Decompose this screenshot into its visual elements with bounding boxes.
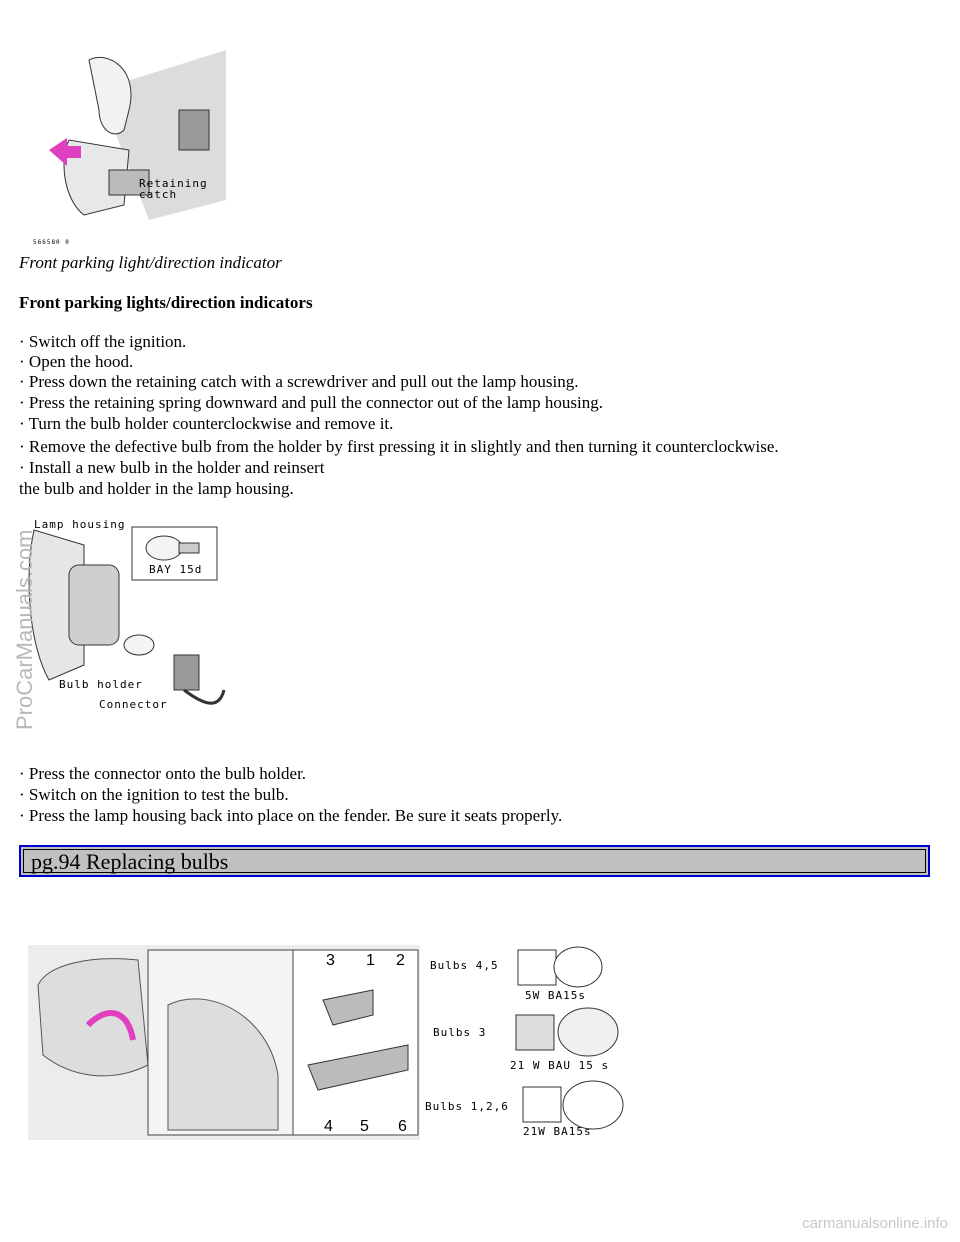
lamp-housing-label: Lamp housing <box>34 518 126 531</box>
step: · Remove the defective bulb from the holder by first pressing it in slightly and then turning it counterclockwise. <box>19 437 779 456</box>
bulb-number: 1 <box>366 952 376 969</box>
bulb-holder-label: Bulb holder <box>59 678 143 691</box>
footer-watermark: carmanualsonline.info <box>802 1215 948 1232</box>
step: · Press down the retaining catch with a screwdriver and pull out the lamp housing. <box>19 372 579 391</box>
bulb-group-label: Bulbs 1,2,6 <box>425 1100 509 1113</box>
step: · Press the connector onto the bulb holder. <box>19 764 307 783</box>
figure-code: 566580 0 <box>33 239 70 246</box>
bulb-type-label: BAY 15d <box>149 563 203 576</box>
step: · Install a new bulb in the holder and reinsert <box>19 458 325 477</box>
retaining-catch-label-2: catch <box>139 188 178 201</box>
step: · Switch on the ignition to test the bulb. <box>19 785 289 804</box>
step-continuation: the bulb and holder in the lamp housing. <box>19 479 294 498</box>
bulb-group-1-2-6 <box>425 1081 623 1138</box>
connector-label: Connector <box>99 698 168 711</box>
step: · Press the lamp housing back into place on the fender. Be sure it seats properly. <box>19 806 563 825</box>
figure-caption: Front parking light/direction indicator <box>19 253 282 272</box>
bulb-number: 5 <box>360 1118 370 1135</box>
section-heading: Front parking lights/direction indicators <box>19 293 313 312</box>
bulb-number: 2 <box>396 952 406 969</box>
bulb-number: 4 <box>324 1118 334 1135</box>
parking-light-illustration <box>29 50 226 250</box>
bulb-number: 3 <box>326 952 336 969</box>
bulb-spec: 5W BA15s <box>525 989 586 1002</box>
bulb-group-3 <box>433 1008 618 1072</box>
step: · Turn the bulb holder counterclockwise and remove it. <box>19 414 394 433</box>
banner-title: pg.94 Replacing bulbs <box>31 849 229 874</box>
step: · Switch off the ignition. <box>19 332 187 351</box>
bulb-group-4-5 <box>430 947 602 1002</box>
bulb-spec: 21 W BAU 15 s <box>510 1059 610 1072</box>
retaining-catch-label-1: Retaining <box>139 177 208 190</box>
watermark: ProCarManuals.com <box>12 529 37 730</box>
step: · Open the hood. <box>19 352 134 371</box>
bulb-number: 6 <box>398 1118 408 1135</box>
bulb-spec: 21W BA15s <box>523 1125 592 1138</box>
bulb-group-label: Bulbs 4,5 <box>430 959 499 972</box>
step: · Press the retaining spring downward and pull the connector out of the lamp housing. <box>19 393 604 412</box>
lamp-housing-illustration <box>24 515 229 715</box>
bulb-group-label: Bulbs 3 <box>433 1026 487 1039</box>
section-banner <box>19 845 930 877</box>
rear-lamp-illustration <box>28 945 628 1145</box>
